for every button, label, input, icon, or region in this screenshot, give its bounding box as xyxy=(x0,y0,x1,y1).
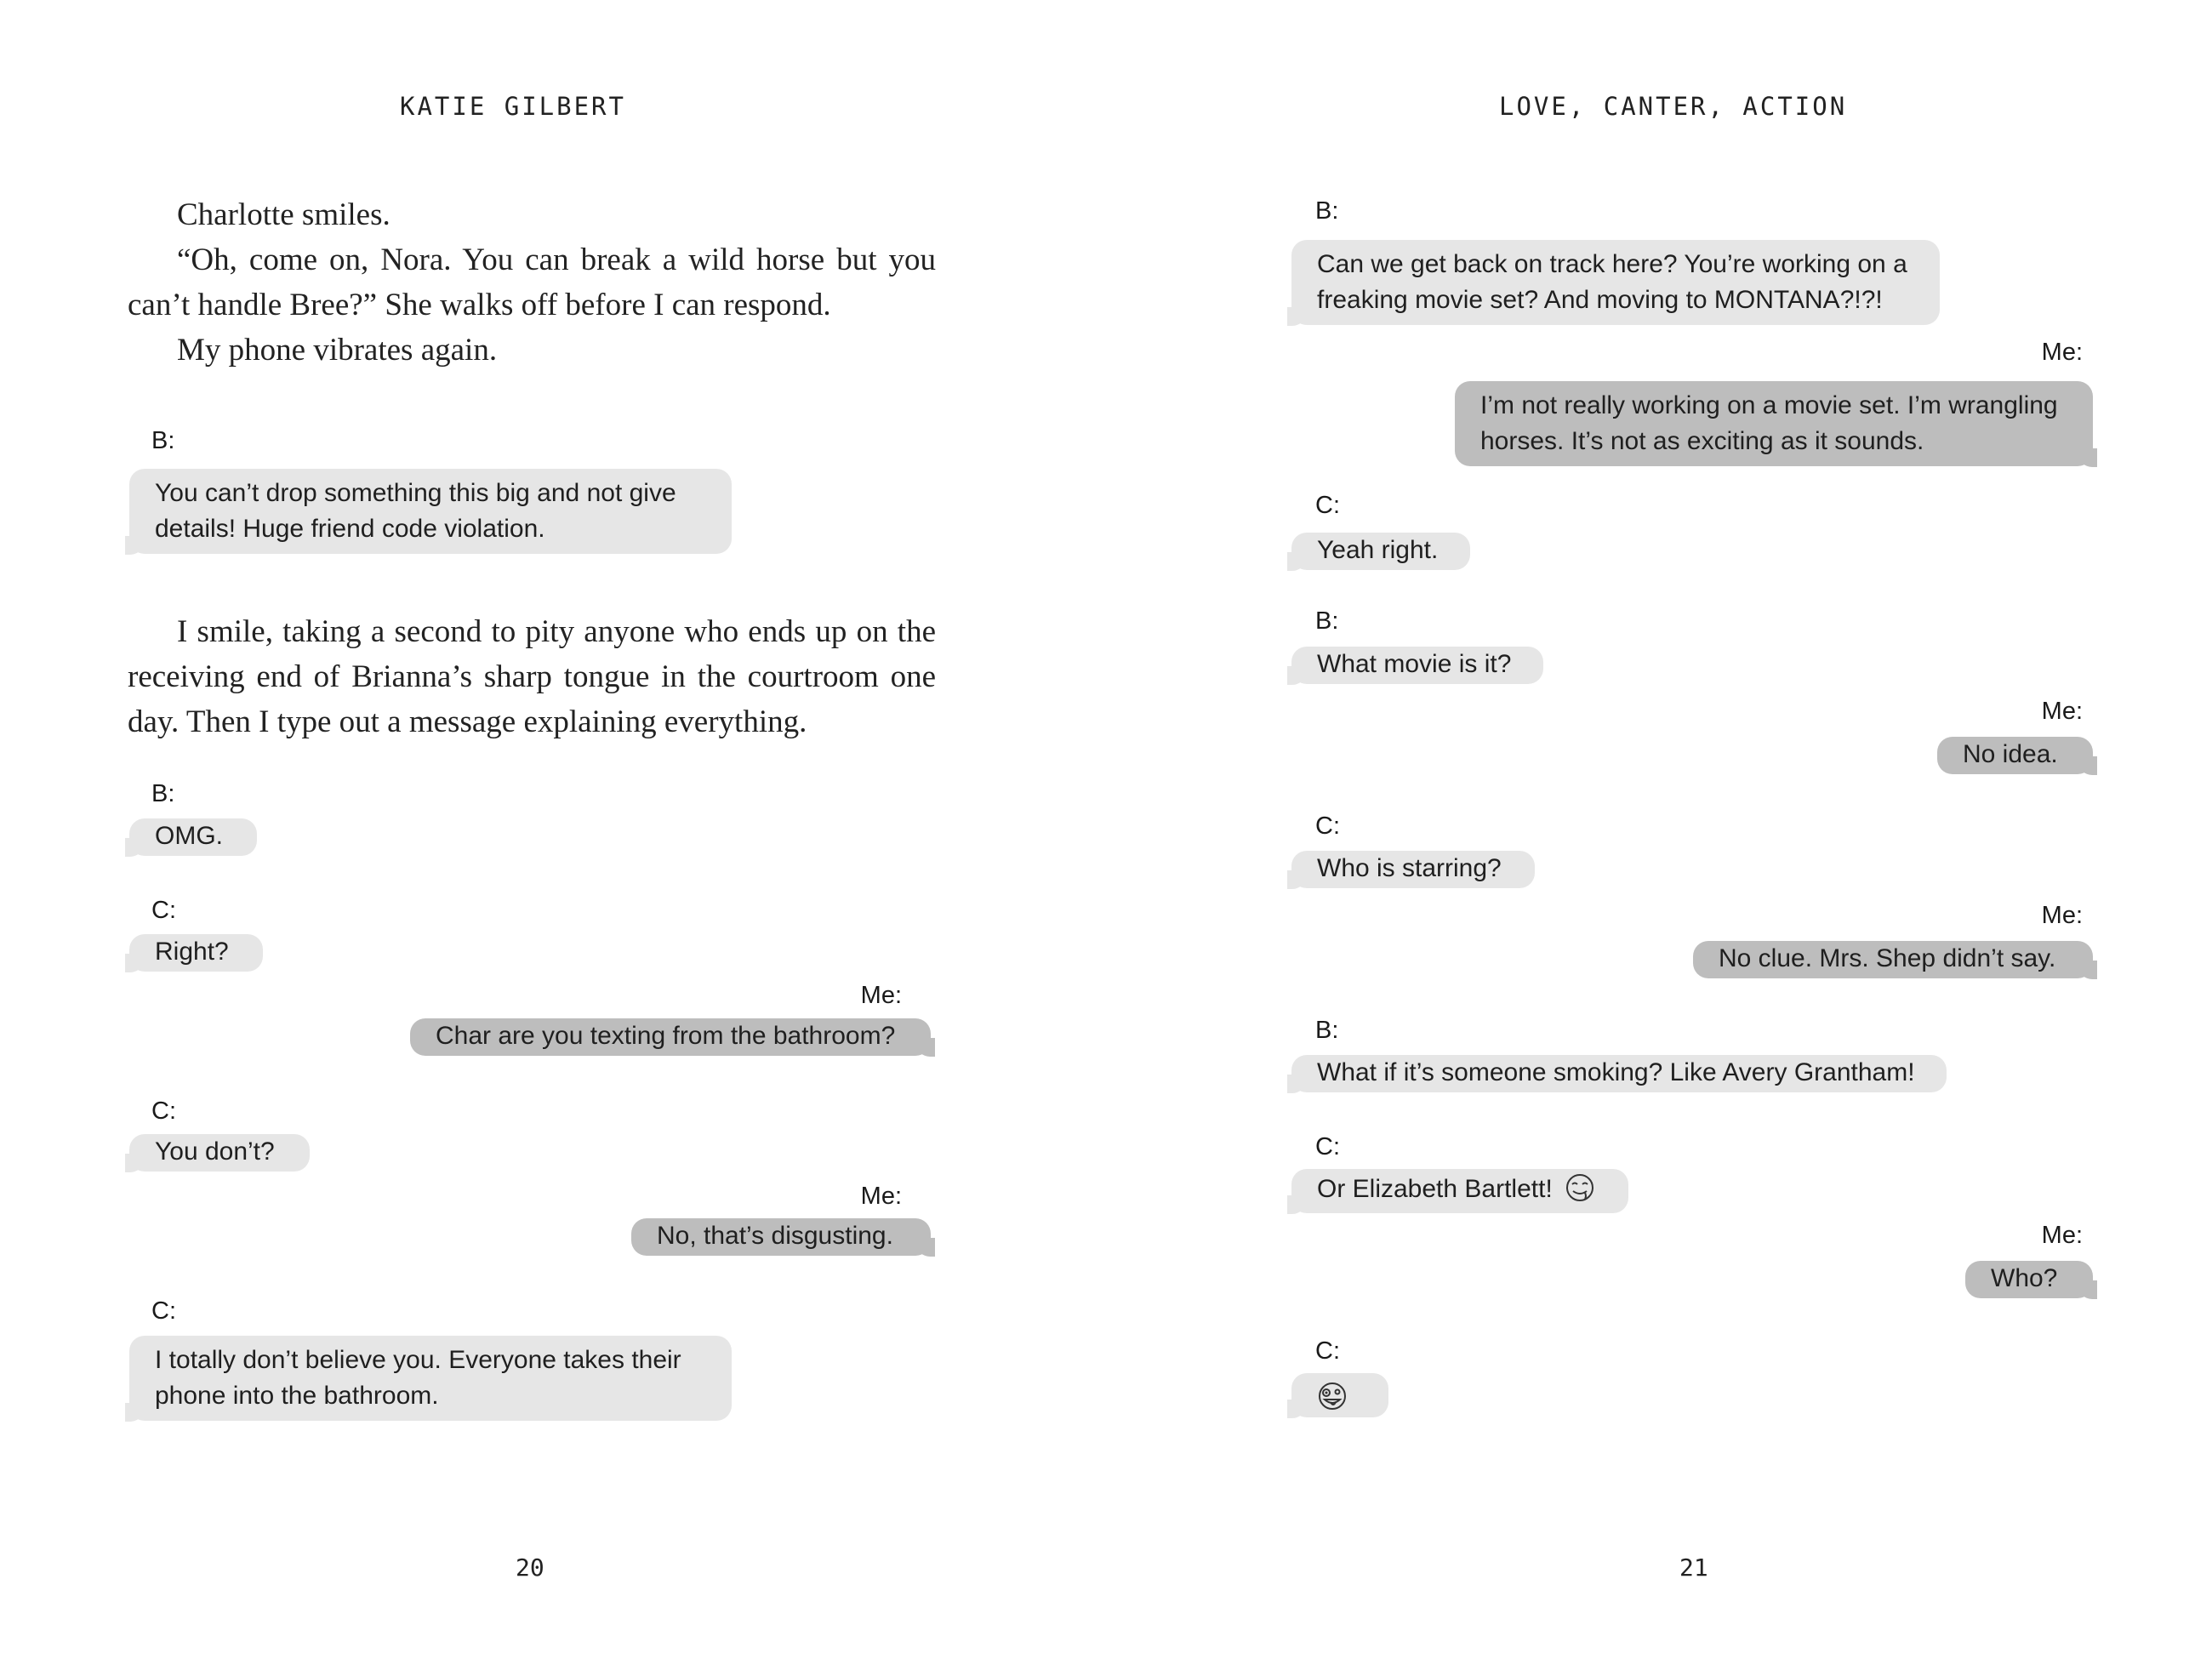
message-text: You can’t drop something this big and not give details! Huge friend code violation. xyxy=(155,479,676,543)
message-sender: C: xyxy=(1315,812,1340,840)
message-bubble-incoming xyxy=(1291,240,1940,325)
right-page xyxy=(1106,0,2212,1659)
message-text: You don’t? xyxy=(155,1137,275,1166)
message-bubble-incoming xyxy=(129,934,263,972)
message-text: No clue. Mrs. Shep didn’t say. xyxy=(1719,944,2056,972)
prose-paragraph: Charlotte smiles. xyxy=(177,197,391,232)
message-text: Can we get back on track here? You’re working on a freaking movie set? And moving to MONTANA?!?! xyxy=(1317,250,1907,314)
message-bubble-outgoing xyxy=(1455,381,2093,466)
zany-face-icon xyxy=(1317,1381,1348,1411)
message-bubble-outgoing xyxy=(1937,737,2093,774)
message-sender: Me: xyxy=(860,1183,902,1210)
prose-block-middle xyxy=(128,609,936,744)
prose-paragraph: “Oh, come on, Nora. You can break a wild horse but you can’t handle Bree?” She walks off before I can respond. xyxy=(128,242,936,322)
prose-paragraph: My phone vibrates again. xyxy=(177,333,498,368)
drooling-face-icon xyxy=(1565,1172,1595,1203)
message-bubble-incoming xyxy=(129,818,257,856)
message-bubble-outgoing xyxy=(410,1018,931,1056)
message-sender: B: xyxy=(1315,197,1339,225)
message-text: What movie is it? xyxy=(1317,650,1512,678)
message-sender: B: xyxy=(151,427,175,454)
message-sender: Me: xyxy=(2041,698,2083,725)
message-text: Who? xyxy=(1991,1264,2058,1292)
message-bubble-incoming xyxy=(1291,647,1543,684)
message-text: What if it’s someone smoking? Like Avery Grantham! xyxy=(1317,1058,1915,1086)
message-bubble-incoming xyxy=(1291,1169,1628,1213)
message-sender: Me: xyxy=(860,982,902,1009)
message-bubble-incoming xyxy=(1291,851,1535,888)
prose-block-top xyxy=(128,192,936,373)
message-bubble-incoming xyxy=(129,1336,732,1421)
message-sender: Me: xyxy=(2041,1222,2083,1249)
message-bubble-outgoing xyxy=(631,1218,931,1256)
message-sender: C: xyxy=(1315,1133,1340,1160)
message-sender: B: xyxy=(1315,1017,1339,1044)
message-sender: B: xyxy=(1315,607,1339,635)
message-text: OMG. xyxy=(155,822,223,850)
message-sender: Me: xyxy=(2041,902,2083,929)
message-bubble-outgoing xyxy=(1693,941,2093,978)
message-text: No idea. xyxy=(1963,740,2058,768)
message-bubble-incoming xyxy=(129,1134,310,1172)
message-bubble-incoming xyxy=(129,469,732,554)
message-text: Right? xyxy=(155,938,229,966)
message-text: I’m not really working on a movie set. I’m wrangling horses. It’s not as exciting as it sounds. xyxy=(1480,391,2058,455)
message-bubble-incoming xyxy=(1291,1055,1947,1092)
message-sender: C: xyxy=(1315,1337,1340,1365)
message-text: Yeah right. xyxy=(1317,536,1439,564)
message-sender: C: xyxy=(151,1097,176,1125)
running-head-title: LOVE, CANTER, ACTION xyxy=(1499,92,1848,121)
message-text: Char are you texting from the bathroom? xyxy=(436,1022,896,1050)
message-bubble-incoming xyxy=(1291,1373,1388,1417)
message-text: I totally don’t believe you. Everyone takes their phone into the bathroom. xyxy=(155,1346,681,1410)
message-sender: C: xyxy=(151,1297,176,1325)
message-bubble-incoming xyxy=(1291,533,1470,570)
running-head-author: KATIE GILBERT xyxy=(400,92,626,121)
message-text: Or Elizabeth Bartlett! xyxy=(1317,1175,1553,1203)
message-sender: C: xyxy=(1315,492,1340,519)
message-text: Who is starring? xyxy=(1317,854,1502,882)
prose-paragraph: I smile, taking a second to pity anyone who ends up on the receiving end of Brianna’s sharp tongue in the courtroom one day. Then I type out a message explaining everything. xyxy=(128,614,936,739)
message-sender: Me: xyxy=(2041,339,2083,366)
message-bubble-outgoing xyxy=(1965,1261,2093,1298)
page-number: 20 xyxy=(516,1554,544,1582)
message-sender: C: xyxy=(151,897,176,924)
message-sender: B: xyxy=(151,780,175,807)
page-number: 21 xyxy=(1679,1554,1708,1582)
message-text: No, that’s disgusting. xyxy=(657,1222,893,1250)
